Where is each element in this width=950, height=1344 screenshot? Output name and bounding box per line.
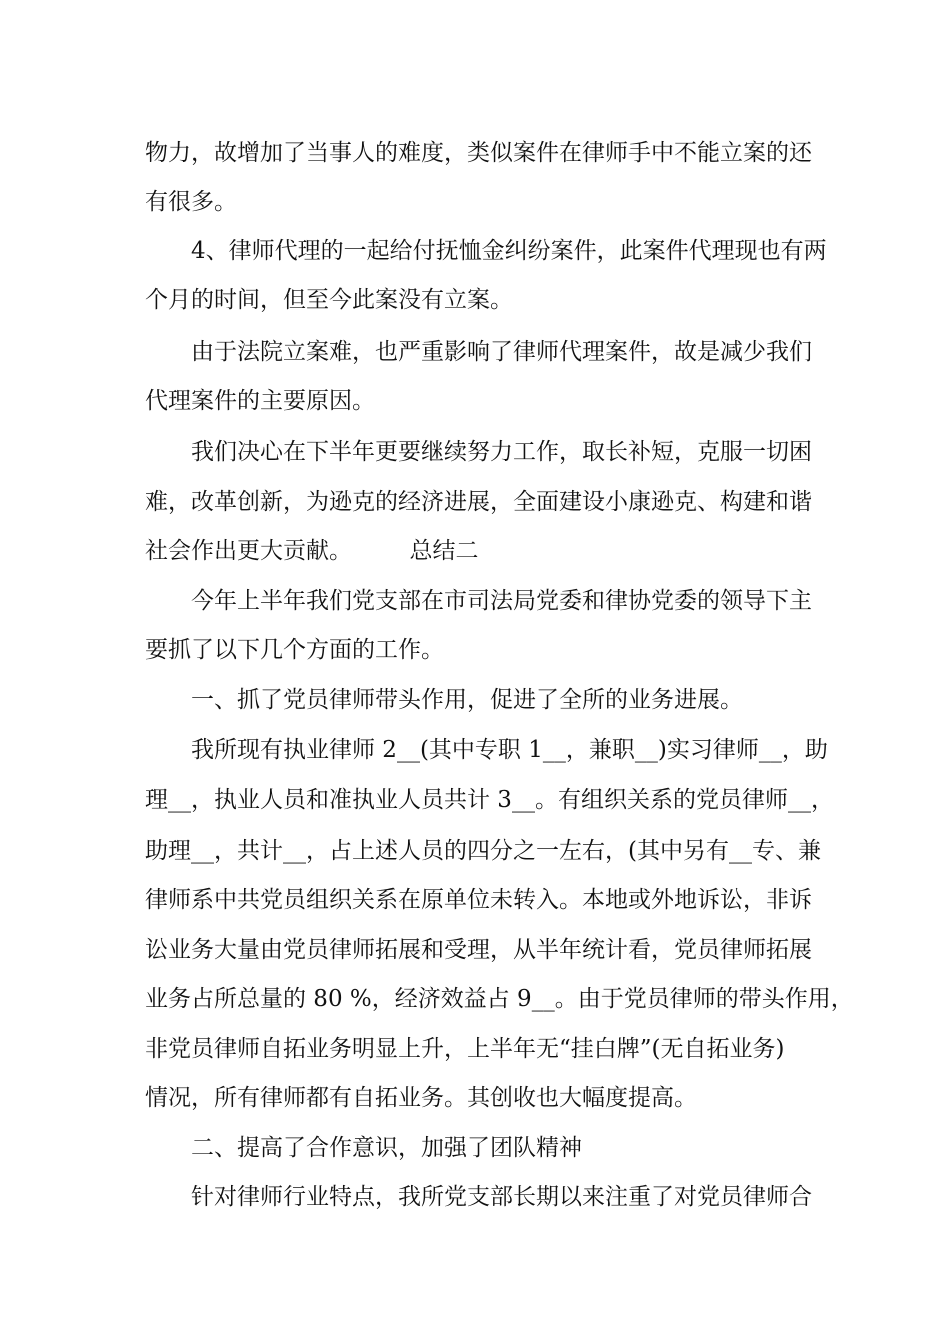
section-heading: 二、提高了合作意识，加强了团队精神 — [191, 1135, 582, 1161]
text-line: 有很多。 — [145, 189, 237, 215]
text-line: 物力，故增加了当事人的难度，类似案件在律师手中不能立案的还 — [145, 140, 812, 166]
text-line: 律师系中共党员组织关系在原单位未转入。本地或外地诉讼，非诉 — [145, 887, 812, 913]
text-line: 情况，所有律师都有自拓业务。其创收也大幅度提高。 — [145, 1085, 697, 1111]
text-line: 我所现有执业律师 2__(其中专职 1__，兼职__)实习律师__，助 — [191, 737, 828, 763]
text-line: 由于法院立案难，也严重影响了律师代理案件，故是减少我们 — [191, 339, 812, 365]
text-line: 业务占所总量的 80 %，经济效益占 9__。由于党员律师的带头作用， — [145, 986, 854, 1012]
text-line: 个月的时间，但至今此案没有立案。 — [145, 287, 513, 313]
text-line: 非党员律师自拓业务明显上升，上半年无“挂白牌”(无自拓业务) — [145, 1036, 785, 1062]
text-line: 今年上半年我们党支部在市司法局党委和律协党委的领导下主 — [191, 588, 812, 614]
text-line: 要抓了以下几个方面的工作。 — [145, 637, 444, 663]
text-line: 讼业务大量由党员律师拓展和受理，从半年统计看，党员律师拓展 — [145, 937, 812, 963]
section-heading: 一、抓了党员律师带头作用，促进了全所的业务进展。 — [191, 687, 743, 713]
text-line: 难，改革创新，为逊克的经济进展，全面建设小康逊克、构建和谐 — [145, 489, 812, 515]
text-line: 助理__，共计__，占上述人员的四分之一左右，(其中另有__专、兼 — [145, 838, 821, 864]
text-line: 我们决心在下半年更要继续努力工作，取长补短，克服一切困 — [191, 439, 812, 465]
text-line: 代理案件的主要原因。 — [145, 388, 375, 414]
text-line: 社会作出更大贡献。 总结二 — [145, 538, 479, 564]
text-line: 针对律师行业特点，我所党支部长期以来注重了对党员律师合 — [191, 1184, 812, 1210]
text-line: 理__，执业人员和准执业人员共计 3__。有组织关系的党员律师__， — [145, 787, 834, 813]
text-line: 4、律师代理的一起给付抚恤金纠纷案件，此案件代理现也有两 — [191, 238, 827, 264]
